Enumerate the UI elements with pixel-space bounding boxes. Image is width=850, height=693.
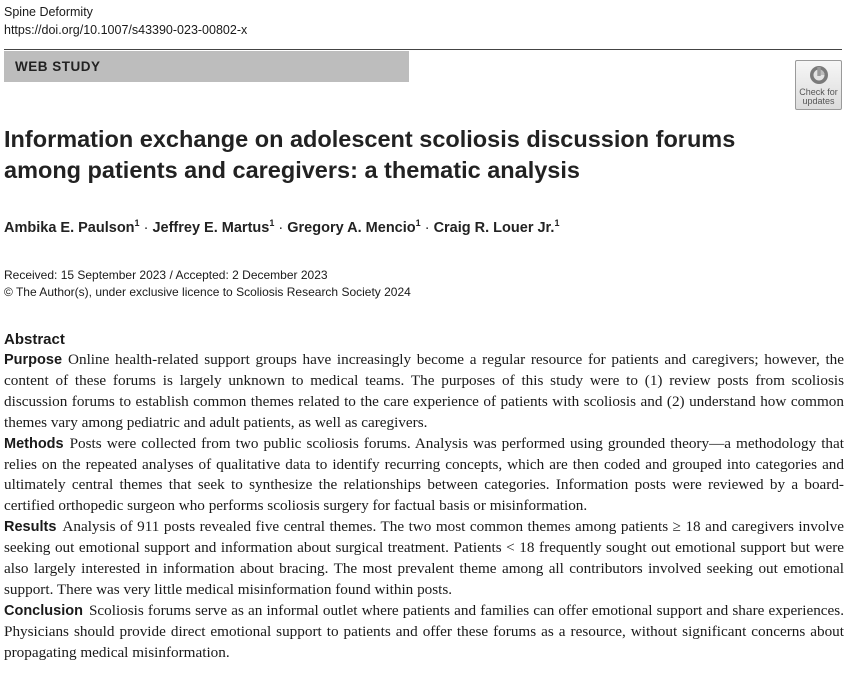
abstract-section-text: Analysis of 911 posts revealed five central themes. The two most common themes among patients ≥ 18 and caregivers involve seeking out emotional support and information about surgical treatment. Patients < 18 frequently sought out emotional support but were also largely interested in information about bracing. The most prevalent theme among all contributors involved seeking out emotional support. There was very little medical misinformation found within posts. xyxy=(4,518,844,598)
article-title: Information exchange on adolescent scoliosis discussion forums among patients and caregivers: a thematic analysis xyxy=(4,126,736,183)
section-label: WEB STUDY xyxy=(4,51,409,82)
author-list xyxy=(4,212,559,239)
journal-name: Spine Deformity xyxy=(4,5,93,19)
abstract-section-label: Conclusion xyxy=(4,602,83,619)
abstract-body xyxy=(4,350,844,664)
abstract-section-label: Results xyxy=(4,519,57,536)
abstract-section-label: Methods xyxy=(4,435,64,452)
check-for-updates-label-line1: Check for xyxy=(799,87,838,97)
abstract-section-text: Scoliosis forums serve as an informal outlet where patients and families can offer emotional support and share experiences. Physicians should provide direct emotional support to patients and offer these forums as a resource, without significant concerns about propagating medical misinformation. xyxy=(4,601,844,661)
abstract-heading: Abstract xyxy=(4,331,65,348)
author-separator: · xyxy=(424,219,430,236)
abstract-section-text: Online health-related support groups have increasingly become a regular resource for patients and caregivers; however, the content of these forums is largely unknown to medical teams. The purposes of this study were to (1) review posts from scoliosis discussion forums to establish common themes related to the care experience of patients with scoliosis and (2) understand how common themes vary among pediatric and adult patients, as well as caregivers. xyxy=(4,351,844,431)
author-affiliation[interactable]: 1 xyxy=(554,218,560,228)
check-for-updates-icon xyxy=(809,65,829,85)
author-affiliation[interactable]: 1 xyxy=(134,218,140,228)
author-separator: · xyxy=(143,219,149,236)
abstract-methods xyxy=(4,434,844,518)
author-name[interactable]: Ambika E. Paulson xyxy=(4,219,135,236)
check-for-updates-label xyxy=(796,88,841,106)
author-affiliation[interactable]: 1 xyxy=(269,218,275,228)
author-affiliation[interactable]: 1 xyxy=(415,218,421,228)
abstract-section-label: Purpose xyxy=(4,352,63,368)
author-name[interactable]: Gregory A. Mencio xyxy=(287,219,416,236)
author-separator: · xyxy=(278,219,284,236)
author-name[interactable]: Jeffrey E. Martus xyxy=(152,219,270,236)
abstract-conclusion xyxy=(4,601,844,664)
check-for-updates-label-line2: updates xyxy=(802,96,835,106)
check-for-updates-button[interactable] xyxy=(795,60,842,110)
abstract-purpose xyxy=(4,350,844,434)
author-name[interactable]: Craig R. Louer Jr. xyxy=(433,219,555,236)
received-accepted-dates: Received: 15 September 2023 / Accepted: 2 December 2023 xyxy=(4,268,328,282)
copyright-notice: © The Author(s), under exclusive licence to Scoliosis Research Society 2024 xyxy=(4,285,411,299)
doi-link[interactable]: https://doi.org/10.1007/s43390-023-00802-x xyxy=(4,23,248,37)
header-rule xyxy=(4,49,842,50)
abstract-section-text: Posts were collected from two public scoliosis forums. Analysis was performed using grounded theory—a methodology that relies on the repeated analyses of qualitative data to identify recurring concepts, which are then coded and grouped into categories and ultimately central themes that seek to synthesize the relationships between categories. Information posts were reviewed by a board-certified orthopedic surgeon who performs scoliosis surgery for factual basis or misinformation. xyxy=(4,434,844,515)
abstract-results xyxy=(4,517,844,601)
